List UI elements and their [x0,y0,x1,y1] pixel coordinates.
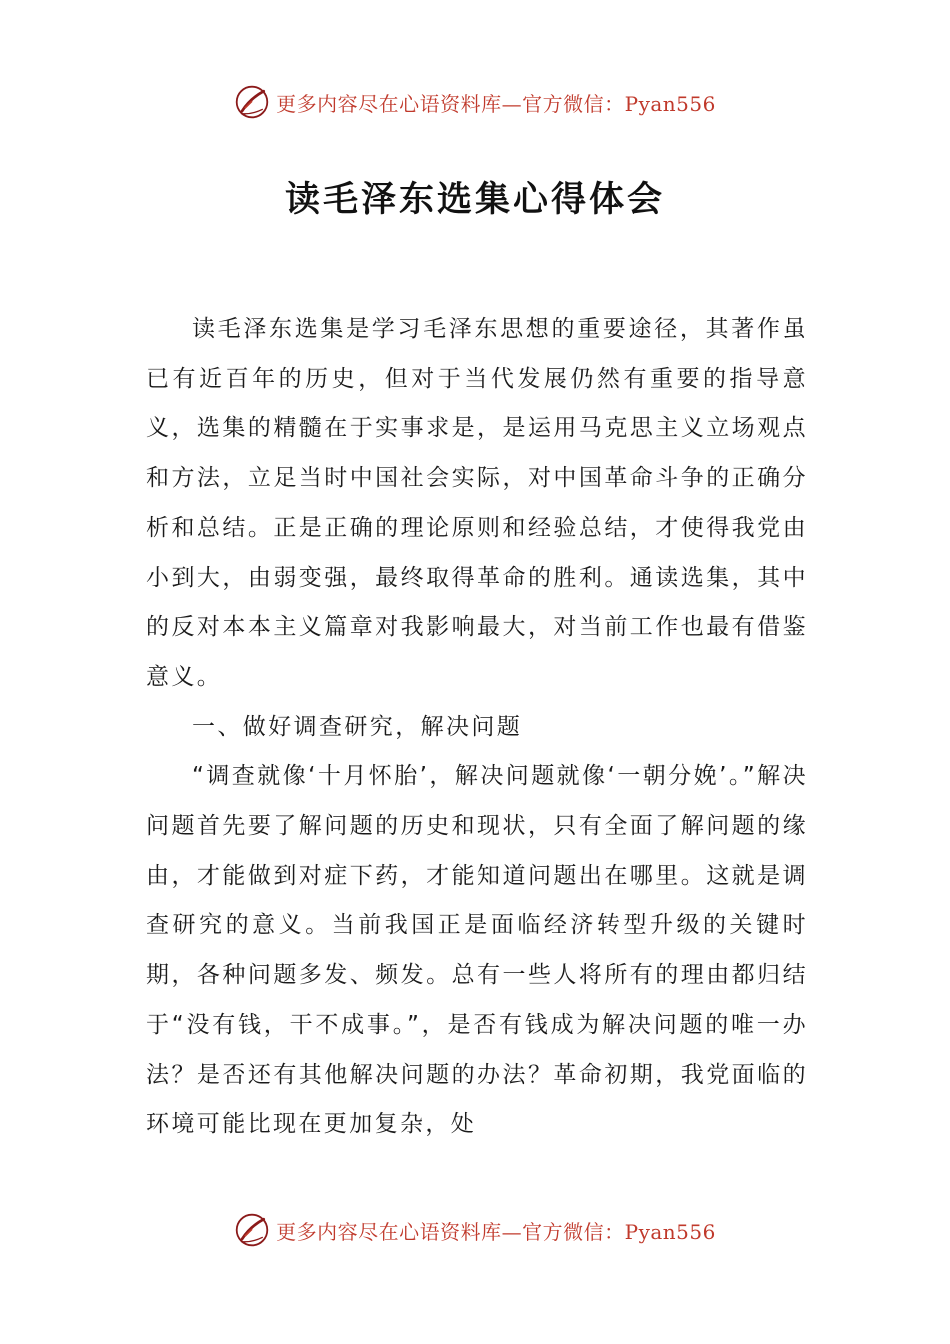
watermark-text: 更多内容尽在心语资料库—官方微信：Pyan556 [276,91,716,116]
pen-logo-icon [234,1212,270,1248]
document-title: 读毛泽东选集心得体会 [284,180,665,220]
pen-logo-icon [234,84,270,120]
watermark-banner-top [0,80,950,124]
watermark-text: 更多内容尽在心语资料库—官方微信：Pyan556 [276,1219,716,1244]
watermark-banner-bottom [0,1208,950,1252]
paragraph-intro: 读毛泽东选集是学习毛泽东思想的重要途径，其著作虽已有近百年的历史，但对于当代发展仍然有重要的指导意义，选集的精髓在于实事求是，是运用马克思主义立场观点和方法，立足当时中国社会实际，对中国革命斗争的正确分析和总结。正是正确的理论原则和经验总结，才使得我党由小到大，由弱变强，最终取得革命的胜利。通读选集，其中的反对本本主义篇章对我影响最大，对当前工作也最有借鉴意义。 [146,316,808,690]
paragraph-investigation: “调查就像‘十月怀胎’，解决问题就像‘一朝分娩’。”解决问题首先要了解问题的历史和现状，只有全面了解问题的缘由，才能做到对症下药，才能知道问题出在哪里。这就是调查研究的意义。当前我国正是面临经济转型升级的关键时期，各种问题多发、频发。总有一些人将所有的理由都归结于“没有钱，干不成事。”，是否有钱成为解决问题的唯一办法？是否还有其他解决问题的办法？革命初期，我党面临的环境可能比现在更加复杂，处 [146,763,808,1138]
document-body [146,305,808,1150]
section-heading: 一、做好调查研究，解决问题 [192,713,523,740]
